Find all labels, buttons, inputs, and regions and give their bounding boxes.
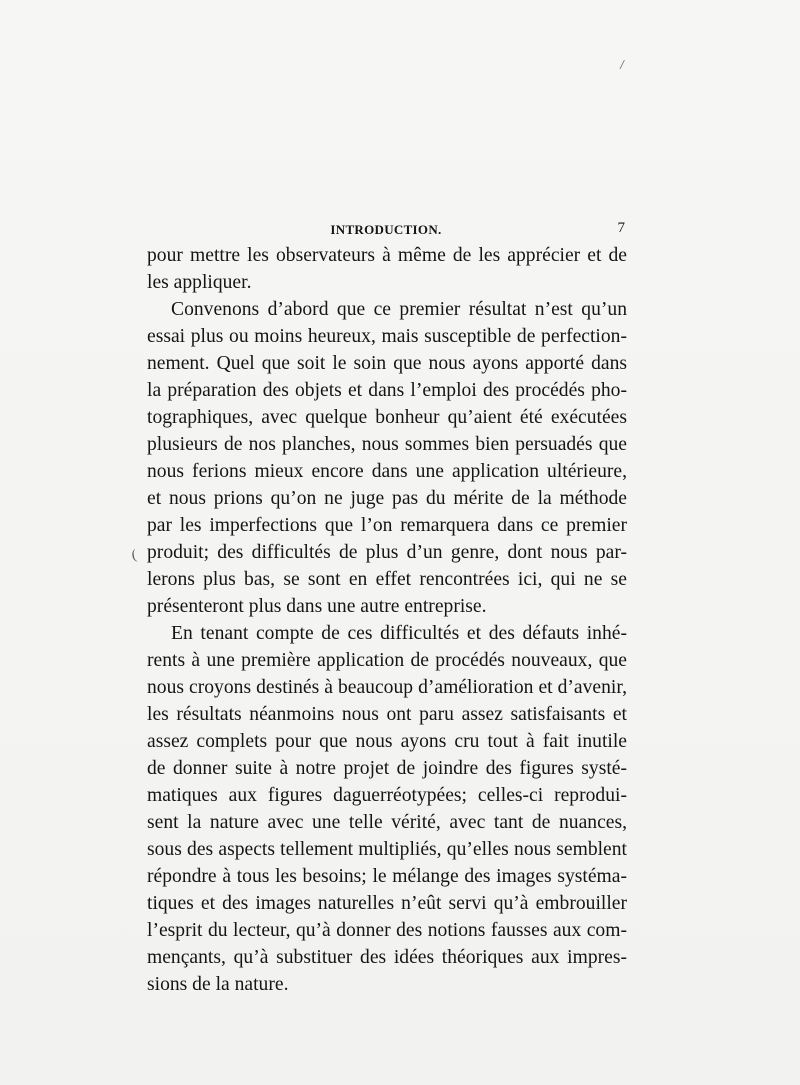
text-line: lerons plus bas, se sont en effet rencontrées ici, qui ne se — [147, 569, 627, 590]
page-header — [147, 220, 625, 240]
text-line: par les imperfections que l’on remarquera dans ce premier — [147, 515, 627, 536]
text-line: produit; des difficultés de plus d’un genre, dont nous par- — [147, 542, 627, 563]
text-line: sions de la nature. — [147, 974, 289, 995]
text-line: l’esprit du lecteur, qu’à donner des notions fausses aux com- — [147, 920, 627, 941]
text-line: présenteront plus dans une autre entreprise. — [147, 596, 487, 617]
text-line: sent la nature avec une telle vérité, avec tant de nuances, — [147, 812, 627, 833]
text-line: nous ferions mieux encore dans une application ultérieure, — [147, 461, 627, 482]
text-line: essai plus ou moins heureux, mais susceptible de perfection- — [147, 326, 627, 347]
pencil-mark-left: ( — [130, 547, 138, 564]
text-line: tographiques, avec quelque bonheur qu’aient été exécutées — [147, 407, 627, 428]
text-line: assez complets pour que nous ayons cru tout à fait inutile — [147, 731, 627, 752]
text-line: tiques et des images naturelles n’eût servi qu’à embrouiller — [147, 893, 627, 914]
running-title: INTRODUCTION. — [330, 222, 442, 237]
text-line: matiques aux figures daguerréotypées; celles-ci reprodui- — [147, 785, 627, 806]
page-number: 7 — [617, 220, 625, 236]
text-line: plusieurs de nos planches, nous sommes bien persuadés que — [147, 434, 627, 455]
text-line: nement. Quel que soit le soin que nous ayons apporté dans — [147, 353, 627, 374]
text-line: les résultats néanmoins nous ont paru assez satisfaisants et — [147, 704, 627, 725]
text-line: pour mettre les observateurs à même de les apprécier et de — [147, 245, 627, 266]
text-line: la préparation des objets et dans l’emploi des procédés pho- — [147, 380, 627, 401]
text-line: de donner suite à notre projet de joindre des figures systé- — [147, 758, 627, 779]
text-line: Convenons d’abord que ce premier résultat n’est qu’un — [171, 299, 627, 320]
text-line: et nous prions qu’on ne juge pas du mérite de la méthode — [147, 488, 627, 509]
text-line: répondre à tous les besoins; le mélange des images systéma- — [147, 866, 627, 887]
pencil-mark-top: / — [619, 57, 625, 74]
text-line: mençants, qu’à substituer des idées théoriques aux impres- — [147, 947, 627, 968]
text-line: sous des aspects tellement multipliés, qu’elles nous semblent — [147, 839, 627, 860]
body-text — [147, 242, 627, 998]
text-line: les appliquer. — [147, 272, 252, 293]
text-line: rents à une première application de procédés nouveaux, que — [147, 650, 627, 671]
text-line: nous croyons destinés à beaucoup d’amélioration et d’avenir, — [147, 677, 627, 698]
text-line: En tenant compte de ces difficultés et des défauts inhé- — [171, 623, 627, 644]
